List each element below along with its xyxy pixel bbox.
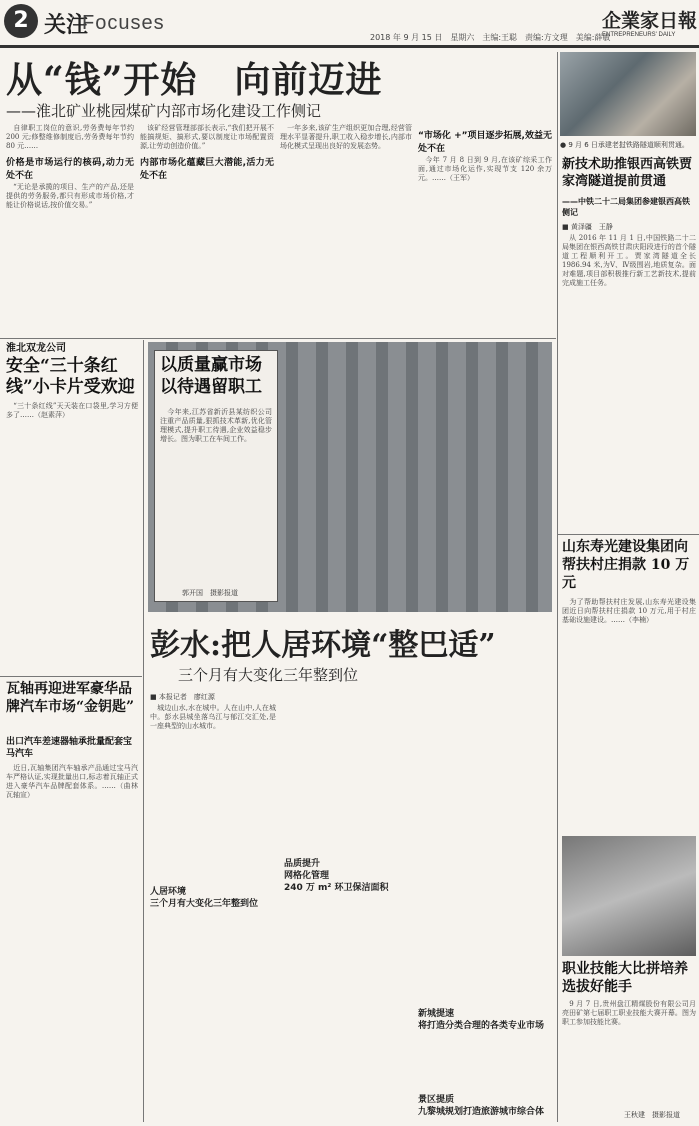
page-header [0,0,699,50]
skills-photo-credit: 王秋建 摄影报道 [624,1111,680,1119]
main-section-title: 240 万 m² 环卫保洁面积 [284,883,389,893]
newspaper-logo: 企業家日報 [602,10,698,32]
page-number-badge: 2 [4,4,38,38]
lead-section-heading: 价格是市场运行的核码,动力无处不在 [6,158,134,181]
lead-column-1 [6,124,137,334]
main-subheadline: 三个月有大变化三年整到位 [178,666,359,684]
safety-paragraph: “三十条红线”天天装在口袋里,学习方便多了……（赵素萍） [6,402,138,419]
skills-paragraph: 9 月 7 日,贵州盘江精煤股份有限公司月亮田矿第七届职工职业技能大赛开幕。图为职工参加技能比赛。 [562,1000,696,1026]
skills-headline: 职业技能大比拼培养选拔好能手 [562,961,688,995]
main-column-2b [284,900,410,1122]
main-section-title: 新城提速 [418,1009,455,1019]
factory-photo-credit: 郭开国 摄影报道 [182,589,238,597]
lead-column-3 [280,124,412,334]
section-title-en: Focuses [82,12,165,34]
lead-paragraph: “无论是承揽的项目、生产的产品,还是提供的劳务服务,都只有形成市场价格,才能让价格说话,按价值交易。” [6,183,134,209]
skills-photo [562,836,696,956]
tunnel-subheadline: ——中铁二十二局集团参建银西高铁侧记 [562,197,690,217]
main-section-heading-1 [150,886,276,910]
main-section-title: 网格化管理 [284,871,330,881]
main-section-heading-3 [418,1008,552,1032]
tunnel-photo-caption: ● 9 月 6 日承建老挝铁路隧道顺利贯通。 [560,141,689,149]
tunnel-photo [560,52,696,136]
lead-paragraph: 自律职工岗位的意识,劳务费每年节约 200 元;修整维修制度后,劳务费每年节约 80 元…… [6,124,137,150]
lead-column-4 [418,124,552,334]
main-column-3 [418,704,552,1004]
main-section-title: 将打造分类合理的各类专业市场 [418,1021,545,1031]
header-rule [0,45,699,48]
bearing-paragraph: 近日,瓦轴集团汽车轴承产品通过宝马汽车严格认证,实现批量出口,标志着瓦轴正式进入豪华汽车品牌配套体系。……（曲林 瓦轴宣） [6,764,141,799]
donation-body [562,598,696,830]
main-section-heading-2 [284,858,410,894]
section-title: 关注 [44,13,89,38]
newspaper-logo-en: ENTREPRENEURS' DAILY [602,32,676,38]
bearing-body [6,764,141,1120]
safety-kicker: 淮北双龙公司 [6,343,66,354]
tunnel-body [562,234,699,530]
safety-body [6,402,138,672]
main-section-heading-4 [418,1094,552,1118]
tunnel-headline: 新技术助推银西高铁贾家湾隧道提前贯通 [562,157,693,189]
lead-section-heading: “市场化 +”项目逐步拓展,效益无处不在 [418,131,552,154]
divider [143,340,144,1122]
issue-meta: 2018 年 9 月 15 日 星期六 主编:王聪 责编:方文理 美编:薛敏 [370,33,611,42]
skills-body [562,1000,696,1108]
main-column-1 [150,704,276,880]
main-section-title: 九黎城规划打造旅游城市综合体 [418,1107,545,1117]
main-section-title: 人居环境 [150,887,187,897]
main-headline: 彭水:把人居环境“整巴适” [150,628,496,663]
lead-paragraph: 该矿经营管理部部长表示,“我们把开展不能搞规矩、搞形式,要以制度让市场配置资源,让劳动创造价值。” [140,124,274,150]
lead-headline: 从“钱”开始 向前迈进 [6,59,383,101]
tunnel-paragraph: 从 2016 年 11 月 1 日,中国铁路二十二局集团在银西高铁甘肃庆阳段进行的首个隧道工程顺利开工。贾家湾隧道全长 1986.94 米,为Ⅴ、Ⅳ级围岩,地质复杂。面对难题,项目部积极推行新工艺新技术,提前完成施工任务。 [562,234,699,287]
factory-headline: 以质量赢市场以待遇留职工 [160,355,262,397]
lead-section-heading: 内部市场化蕴藏巨大潜能,活力无处不在 [140,158,274,181]
main-column-2 [284,704,410,854]
main-paragraph: 城边山水,水在城中。人在山中,人在城中。彭水县城坐落乌江与郁江交汇处,是一座典型的山水城市。 [150,704,276,730]
lead-paragraph: 今年 7 月 8 日到 9 月,在该矿综采工作面,通过市场化运作,实现节支 120 余万元。……（王军） [418,156,552,182]
divider [0,676,142,677]
bearing-headline: 瓦轴再迎进军豪华品牌汽车市场“金钥匙” [6,681,135,715]
tunnel-byline: ■ 黄泽疆 王静 [562,223,613,231]
main-section-title: 景区提质 [418,1095,455,1105]
divider [558,534,699,535]
safety-headline: 安全“三十条红线”小卡片受欢迎 [6,356,135,397]
factory-caption-text: 今年来,江苏省新沂县某纺织公司注重产品质量,狠抓技术革新,优化管理模式,提升职工待遇,企业效益稳步增长。图为职工在车间工作。 [160,408,272,443]
main-section-title: 三个月有大变化三年整到位 [150,899,259,909]
lead-column-2 [140,124,274,334]
lead-subheadline: ——淮北矿业桃园煤矿内部市场化建设工作侧记 [6,102,322,120]
factory-caption [160,408,272,584]
divider [0,338,556,339]
main-column-1b [150,914,276,1122]
main-section-title: 品质提升 [284,859,321,869]
donation-headline: 山东寿光建设集团向帮扶村庄捐款 10 万元 [562,539,690,591]
bearing-subheadline: 出口汽车差速器轴承批量配套宝马汽车 [6,737,133,759]
donation-paragraph: 为了帮助帮扶村庄发展,山东寿光建设集团近日向帮扶村庄捐款 10 万元,用于村庄基础设施建设。……（李楠） [562,598,696,624]
lead-paragraph: 一年多来,该矿生产组织更加合理,经营管理水平显著提升,职工收入稳步增长,内部市场化模式呈现出良好的发展态势。 [280,124,412,150]
main-byline: ■ 本报记者 廖红源 [150,693,215,701]
divider [557,52,558,1122]
